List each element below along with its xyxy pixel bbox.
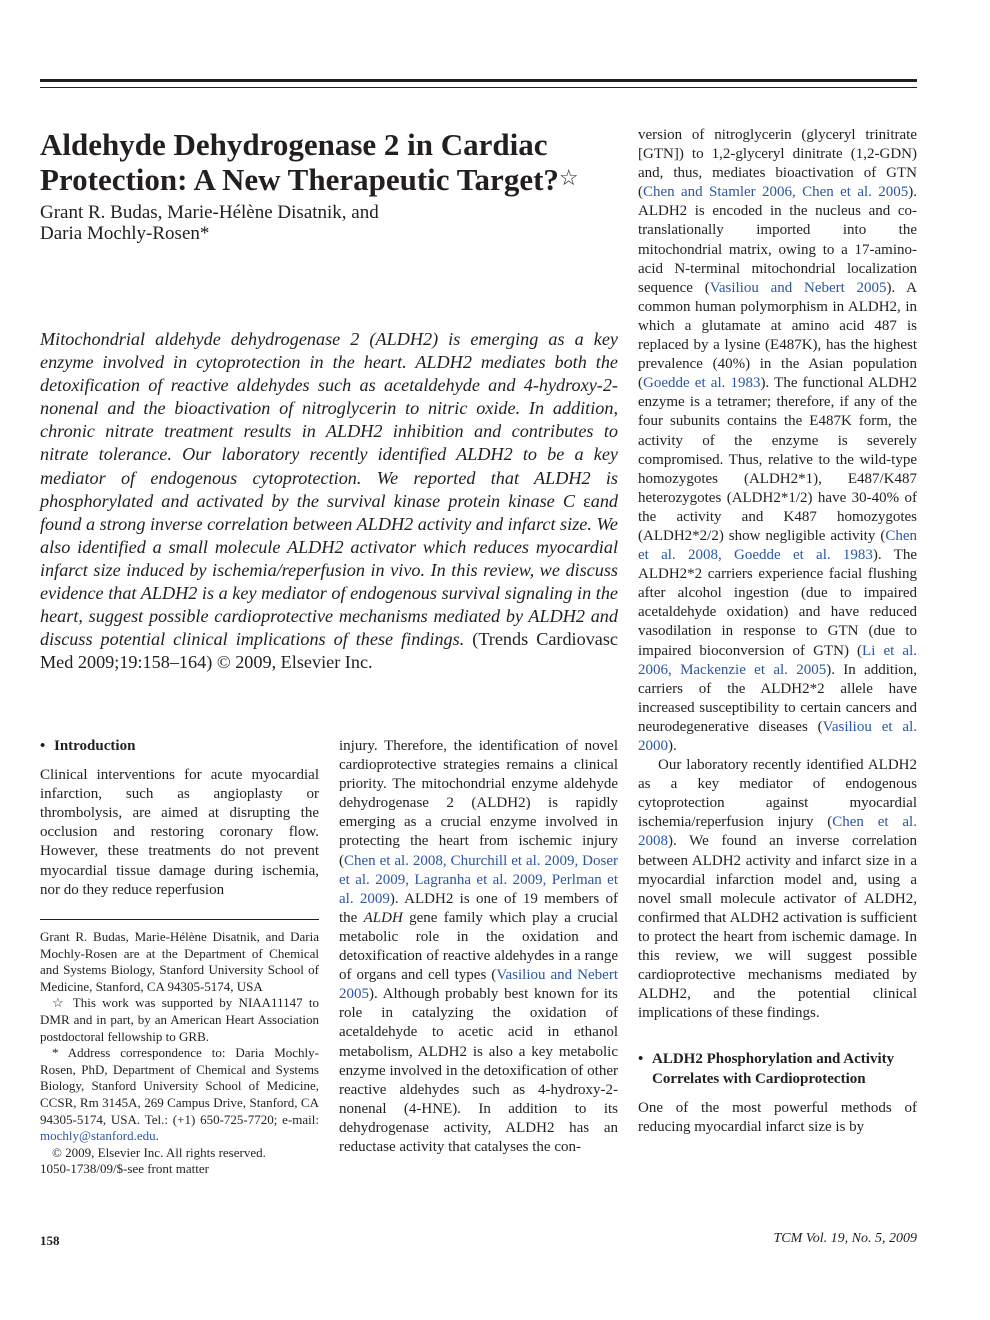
body-paragraph: injury. Therefore, the identification of novel cardioprotective strategies remains a clinical priority. The mitochondrial enzyme aldehyde dehydrogenase 2 (ALDH2) is rapidly emerging as a crucial enzyme involved in protecting the heart from ischemic injury (Chen et al. 2008, Churchill et al. 2009, Doser et al. 2009, Lagranha et al. 2009, Perlman et al. 2009). ALDH2 is one of 19 members of the ALDH gene family which play a crucial metabolic role in the oxidation and detoxification of reactive aldehydes in a range of organs and cell types (Vasiliou and Nebert 2005). Although probably best known for its role in catalyzing the oxidation of acetaldehyde to acetic acid in ethanol metabolism, ALDH2 is also a key metabolic enzyme involved in the detoxification of other reactive aldehydes such as 4-hydroxy-2-nonenal (4-HNE). In addition to its dehydrogenase activity, ALDH2 has an reductase activity that catalyses the con-: [339, 738, 619, 1155]
footnotes: [40, 929, 319, 1178]
section-heading-introduction: • Introduction: [40, 738, 136, 754]
section-heading-aldh2-phosphorylation: • ALDH2 Phosphorylation and Activity Correlates with Cardioprotection: [638, 1051, 895, 1087]
reference-link[interactable]: Li et al. 2006, Mackenzie et al. 2005: [638, 642, 917, 678]
reference-link[interactable]: Chen et al. 2008, Churchill et al. 2009, Doser et al. 2009, Lagranha et al. 2009, Perlman et al. 2009: [339, 852, 618, 907]
column-2: [339, 737, 618, 1157]
footnote-rule: [40, 919, 319, 920]
abstract: Mitochondrial aldehyde dehydrogenase 2 (ALDH2) is emerging as a key enzyme involved in cytoprotection in the heart. ALDH2 mediates both the detoxification of reactive aldehydes such as acetaldehyde and 4-hydroxy-2-nonenal and the bioactivation of nitroglycerin to nitric oxide. In addition, chronic nitrate treatment results in ALDH2 inhibition and contributes to nitrate tolerance. Our laboratory recently identified ALDH2 to be a key mediator of endogenous cytoprotection. We reported that ALDH2 is phosphorylated and activated by the survival kinase protein kinase C εand found a strong inverse correlation between ALDH2 activity and infarct size. We also identified a small molecule ALDH2 activator which reduces myocardial infarct size induced by ischemia/reperfusion in vivo. In this review, we discuss evidence that ALDH2 is a key mediator of endogenous survival signaling in the heart, suggest possible cardioprotective mechanisms mediated by ALDH2 and discuss potential clinical implications of these findings. (Trends Cardiovasc Med 2009;19:158–164) © 2009, Elsevier Inc.: [40, 329, 619, 673]
journal-running-footer: TCM Vol. 19, No. 5, 2009: [773, 1231, 917, 1246]
column-3: [638, 126, 917, 1137]
affiliation-note: Grant R. Budas, Marie-Hélène Disatnik, and Daria Mochly-Rosen are at the Department of Chemical and Systems Biology, Stanford University School of Medicine, Stanford, CA 94305-5174, USA: [40, 929, 319, 994]
correspondence-note: * Address correspondence to: Daria Mochly-Rosen, PhD, Department of Chemical and Systems Biology, Stanford University School of Medicine, CCSR, Rm 3145A, 269 Campus Drive, Stanford, CA 94305-5174, USA. Tel.: (+1) 650-725-7720; e-mail: mochly@stanford.edu.: [40, 1045, 319, 1144]
reference-link[interactable]: Chen et al. 2008: [638, 814, 917, 850]
title-star-footnote-mark: ☆: [558, 165, 579, 190]
top-rule-thick: [40, 79, 917, 82]
reference-link[interactable]: Chen et al. 2008, Goedde et al. 1983: [638, 527, 917, 564]
body-paragraph: Our laboratory recently identified ALDH2 as a key mediator of endogenous cytoprotection against myocardial ischemia/reperfusion injury (Chen et al. 2008). We found an inverse correlation between ALDH2 activity and infarct size in a myocardial infarction model and, using a novel small molecule activator of ALDH2, confirmed that ALDH2 activation is sufficient to protect the heart from ischemic damage. In this review, we will suggest possible cardioprotective mechanisms mediated by ALDH2, and the potential clinical implications of these findings.: [638, 757, 917, 1022]
body-paragraph: version of nitroglycerin (glyceryl trinitrate [GTN]) to 1,2-glyceryl dinitrate (1,2-GDN) and, thus, mediates bioactivation of GTN (Chen and Stamler 2006, Chen et al. 2005). ALDH2 is encoded in the nucleus and co-translationally imported into the mitochondrial matrix, owing to a 17-amino-acid N-terminal mitochondrial localization sequence (Vasiliou and Nebert 2005). A common human polymorphism in ALDH2, in which a glutamate at amino acid 487 is replaced by a lysine (E487K), has the highest prevalence (40%) in the Asian population (Goedde et al. 1983). The functional ALDH2 enzyme is a tetramer; therefore, if any of the four subunits contains the E487K form, the activity of the enzyme is severely compromised. Thus, relative to the wild-type homozygotes (ALDH2*1), E487/K487 heterozygotes (ALDH2*1/2) have 30-40% of the activity and K487 homozygotes (ALDH2*2/2) show negligible activity (Chen et al. 2008, Goedde et al. 1983). The ALDH2*2 carriers experience facial flushing after alcohol ingestion (due to impaired acetaldehyde oxidation) and have reduced vasodilation in response to GTN (due to impaired bioconversion of GTN) (Li et al. 2006, Mackenzie et al. 2005). In addition, carriers of the ALDH2*2 allele have increased susceptibility to certain cancers and neurodegenerative diseases (Vasiliou et al. 2000).: [638, 127, 918, 754]
reference-link[interactable]: Vasiliou and Nebert 2005: [339, 967, 618, 1003]
copyright-note: © 2009, Elsevier Inc. All rights reserved.: [52, 1144, 266, 1160]
email-link[interactable]: mochly@stanford.edu: [40, 1128, 156, 1144]
article-title: Aldehyde Dehydrogenase 2 in Cardiac Protection: A New Therapeutic Target?☆: [40, 127, 579, 197]
gene-name: ALDH: [363, 909, 403, 926]
reference-link[interactable]: Vasiliou et al. 2000: [638, 718, 917, 754]
star-footnote-mark: ☆: [52, 995, 67, 1011]
issn-note: 1050-1738/09/$-see front matter: [40, 1161, 209, 1177]
reference-link[interactable]: Vasiliou and Nebert 2005: [709, 279, 887, 296]
reference-link[interactable]: Chen and Stamler 2006, Chen et al. 2005: [643, 184, 909, 201]
body-paragraph: One of the most powerful methods of reducing myocardial infarct size is by: [638, 1099, 917, 1135]
reference-link[interactable]: Goedde et al. 1983: [643, 375, 761, 392]
epsilon-symbol: ε: [583, 490, 591, 511]
abstract-citation: (Trends Cardiovasc Med 2009;19:158–164): [40, 629, 619, 673]
author-list: Grant R. Budas, Marie-Hélène Disatnik, and Daria Mochly-Rosen*: [40, 202, 379, 244]
funding-note: ☆ This work was supported by NIAA11147 to DMR and in part, by an American Heart Association postdoctoral fellowship to GRB.: [40, 995, 319, 1044]
top-rule-thin: [40, 87, 917, 88]
page-number: 158: [40, 1233, 60, 1248]
column-1: [40, 737, 319, 900]
intro-paragraph: Clinical interventions for acute myocardial infarction, such as angioplasty or thrombolysis, are aimed at disrupting the occlusion and restoring coronary flow. However, these treatments do not prevent myocardial tissue damage during ischemia, nor do they reduce reperfusion: [40, 767, 319, 898]
